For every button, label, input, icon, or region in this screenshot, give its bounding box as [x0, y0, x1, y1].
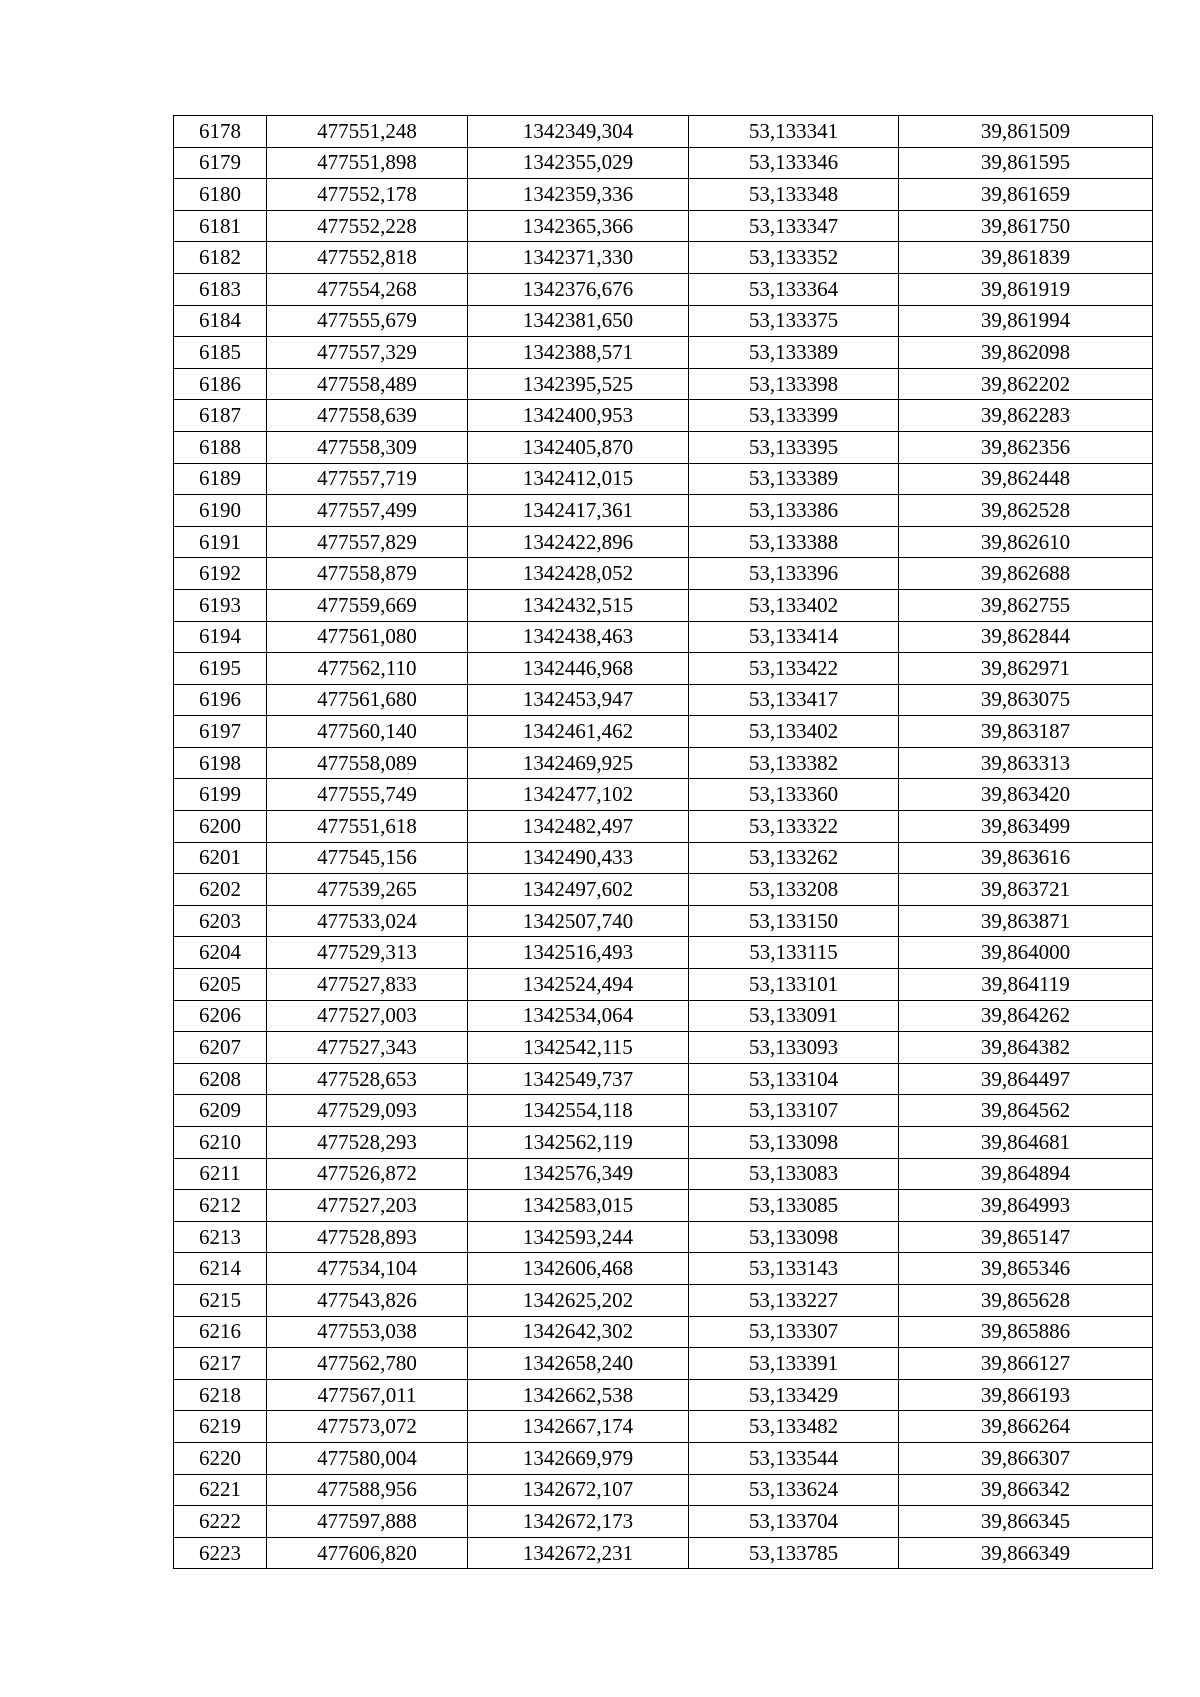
point-number-cell: 6214	[174, 1253, 267, 1285]
latitude-cell: 53,133386	[689, 495, 899, 527]
table-row	[174, 1474, 1153, 1506]
point-number-cell: 6189	[174, 463, 267, 495]
x-coordinate-cell: 477529,093	[267, 1095, 468, 1127]
point-number-cell: 6220	[174, 1442, 267, 1474]
point-number-cell: 6205	[174, 969, 267, 1001]
y-coordinate-cell: 1342516,493	[468, 937, 689, 969]
longitude-cell: 39,862688	[899, 558, 1153, 590]
point-number-cell: 6210	[174, 1127, 267, 1159]
point-number-cell: 6217	[174, 1348, 267, 1380]
x-coordinate-cell: 477528,653	[267, 1063, 468, 1095]
longitude-cell: 39,861919	[899, 273, 1153, 305]
table-row	[174, 273, 1153, 305]
x-coordinate-cell: 477558,879	[267, 558, 468, 590]
point-number-cell: 6216	[174, 1316, 267, 1348]
table-row	[174, 684, 1153, 716]
latitude-cell: 53,133143	[689, 1253, 899, 1285]
table-row	[174, 1316, 1153, 1348]
x-coordinate-cell: 477597,888	[267, 1506, 468, 1538]
y-coordinate-cell: 1342642,302	[468, 1316, 689, 1348]
y-coordinate-cell: 1342395,525	[468, 368, 689, 400]
point-number-cell: 6213	[174, 1221, 267, 1253]
point-number-cell: 6179	[174, 147, 267, 179]
y-coordinate-cell: 1342422,896	[468, 526, 689, 558]
point-number-cell: 6221	[174, 1474, 267, 1506]
latitude-cell: 53,133341	[689, 116, 899, 148]
table-row	[174, 621, 1153, 653]
latitude-cell: 53,133395	[689, 431, 899, 463]
x-coordinate-cell: 477573,072	[267, 1411, 468, 1443]
longitude-cell: 39,865346	[899, 1253, 1153, 1285]
x-coordinate-cell: 477527,003	[267, 1000, 468, 1032]
longitude-cell: 39,863313	[899, 747, 1153, 779]
x-coordinate-cell: 477528,293	[267, 1127, 468, 1159]
longitude-cell: 39,862356	[899, 431, 1153, 463]
point-number-cell: 6223	[174, 1537, 267, 1569]
x-coordinate-cell: 477561,080	[267, 621, 468, 653]
x-coordinate-cell: 477557,329	[267, 337, 468, 369]
point-number-cell: 6180	[174, 179, 267, 211]
y-coordinate-cell: 1342669,979	[468, 1442, 689, 1474]
y-coordinate-cell: 1342524,494	[468, 969, 689, 1001]
longitude-cell: 39,861994	[899, 305, 1153, 337]
latitude-cell: 53,133414	[689, 621, 899, 653]
y-coordinate-cell: 1342672,173	[468, 1506, 689, 1538]
y-coordinate-cell: 1342625,202	[468, 1284, 689, 1316]
x-coordinate-cell: 477557,719	[267, 463, 468, 495]
point-number-cell: 6187	[174, 400, 267, 432]
latitude-cell: 53,133375	[689, 305, 899, 337]
x-coordinate-cell: 477560,140	[267, 716, 468, 748]
point-number-cell: 6198	[174, 747, 267, 779]
latitude-cell: 53,133107	[689, 1095, 899, 1127]
table-row	[174, 653, 1153, 685]
latitude-cell: 53,133396	[689, 558, 899, 590]
table-row	[174, 305, 1153, 337]
latitude-cell: 53,133150	[689, 905, 899, 937]
table-row	[174, 1221, 1153, 1253]
table-row	[174, 431, 1153, 463]
table-row	[174, 495, 1153, 527]
x-coordinate-cell: 477561,680	[267, 684, 468, 716]
y-coordinate-cell: 1342507,740	[468, 905, 689, 937]
y-coordinate-cell: 1342576,349	[468, 1158, 689, 1190]
latitude-cell: 53,133347	[689, 210, 899, 242]
longitude-cell: 39,864000	[899, 937, 1153, 969]
point-number-cell: 6222	[174, 1506, 267, 1538]
x-coordinate-cell: 477562,110	[267, 653, 468, 685]
x-coordinate-cell: 477551,248	[267, 116, 468, 148]
x-coordinate-cell: 477545,156	[267, 842, 468, 874]
longitude-cell: 39,866342	[899, 1474, 1153, 1506]
y-coordinate-cell: 1342461,462	[468, 716, 689, 748]
x-coordinate-cell: 477558,089	[267, 747, 468, 779]
longitude-cell: 39,862283	[899, 400, 1153, 432]
point-number-cell: 6211	[174, 1158, 267, 1190]
longitude-cell: 39,864894	[899, 1158, 1153, 1190]
latitude-cell: 53,133544	[689, 1442, 899, 1474]
x-coordinate-cell: 477527,203	[267, 1190, 468, 1222]
longitude-cell: 39,863420	[899, 779, 1153, 811]
latitude-cell: 53,133208	[689, 874, 899, 906]
point-number-cell: 6193	[174, 589, 267, 621]
longitude-cell: 39,866307	[899, 1442, 1153, 1474]
point-number-cell: 6204	[174, 937, 267, 969]
x-coordinate-cell: 477558,489	[267, 368, 468, 400]
y-coordinate-cell: 1342658,240	[468, 1348, 689, 1380]
table-row	[174, 116, 1153, 148]
x-coordinate-cell: 477551,618	[267, 811, 468, 843]
y-coordinate-cell: 1342562,119	[468, 1127, 689, 1159]
point-number-cell: 6206	[174, 1000, 267, 1032]
table-row	[174, 1506, 1153, 1538]
longitude-cell: 39,865886	[899, 1316, 1153, 1348]
x-coordinate-cell: 477562,780	[267, 1348, 468, 1380]
longitude-cell: 39,864262	[899, 1000, 1153, 1032]
x-coordinate-cell: 477552,178	[267, 179, 468, 211]
point-number-cell: 6184	[174, 305, 267, 337]
latitude-cell: 53,133785	[689, 1537, 899, 1569]
table-row	[174, 463, 1153, 495]
table-row	[174, 874, 1153, 906]
y-coordinate-cell: 1342400,953	[468, 400, 689, 432]
latitude-cell: 53,133388	[689, 526, 899, 558]
longitude-cell: 39,866127	[899, 1348, 1153, 1380]
y-coordinate-cell: 1342405,870	[468, 431, 689, 463]
point-number-cell: 6183	[174, 273, 267, 305]
latitude-cell: 53,133083	[689, 1158, 899, 1190]
latitude-cell: 53,133101	[689, 969, 899, 1001]
latitude-cell: 53,133704	[689, 1506, 899, 1538]
latitude-cell: 53,133389	[689, 337, 899, 369]
x-coordinate-cell: 477534,104	[267, 1253, 468, 1285]
y-coordinate-cell: 1342417,361	[468, 495, 689, 527]
y-coordinate-cell: 1342446,968	[468, 653, 689, 685]
x-coordinate-cell: 477526,872	[267, 1158, 468, 1190]
point-number-cell: 6218	[174, 1379, 267, 1411]
table-row	[174, 1032, 1153, 1064]
table-row	[174, 242, 1153, 274]
x-coordinate-cell: 477558,639	[267, 400, 468, 432]
point-number-cell: 6192	[174, 558, 267, 590]
longitude-cell: 39,865628	[899, 1284, 1153, 1316]
y-coordinate-cell: 1342359,336	[468, 179, 689, 211]
latitude-cell: 53,133422	[689, 653, 899, 685]
point-number-cell: 6178	[174, 116, 267, 148]
point-number-cell: 6190	[174, 495, 267, 527]
y-coordinate-cell: 1342549,737	[468, 1063, 689, 1095]
x-coordinate-cell: 477554,268	[267, 273, 468, 305]
longitude-cell: 39,864119	[899, 969, 1153, 1001]
point-number-cell: 6209	[174, 1095, 267, 1127]
x-coordinate-cell: 477552,228	[267, 210, 468, 242]
latitude-cell: 53,133098	[689, 1221, 899, 1253]
y-coordinate-cell: 1342542,115	[468, 1032, 689, 1064]
table-row	[174, 368, 1153, 400]
y-coordinate-cell: 1342432,515	[468, 589, 689, 621]
longitude-cell: 39,862755	[899, 589, 1153, 621]
table-row	[174, 1190, 1153, 1222]
y-coordinate-cell: 1342381,650	[468, 305, 689, 337]
x-coordinate-cell: 477553,038	[267, 1316, 468, 1348]
table-row	[174, 1095, 1153, 1127]
longitude-cell: 39,861659	[899, 179, 1153, 211]
x-coordinate-cell: 477557,499	[267, 495, 468, 527]
longitude-cell: 39,863871	[899, 905, 1153, 937]
latitude-cell: 53,133398	[689, 368, 899, 400]
y-coordinate-cell: 1342672,231	[468, 1537, 689, 1569]
latitude-cell: 53,133624	[689, 1474, 899, 1506]
y-coordinate-cell: 1342606,468	[468, 1253, 689, 1285]
x-coordinate-cell: 477533,024	[267, 905, 468, 937]
x-coordinate-cell: 477551,898	[267, 147, 468, 179]
y-coordinate-cell: 1342349,304	[468, 116, 689, 148]
point-number-cell: 6199	[174, 779, 267, 811]
table-row	[174, 1284, 1153, 1316]
latitude-cell: 53,133115	[689, 937, 899, 969]
longitude-cell: 39,866193	[899, 1379, 1153, 1411]
table-row	[174, 1442, 1153, 1474]
x-coordinate-cell: 477552,818	[267, 242, 468, 274]
x-coordinate-cell: 477558,309	[267, 431, 468, 463]
y-coordinate-cell: 1342534,064	[468, 1000, 689, 1032]
y-coordinate-cell: 1342554,118	[468, 1095, 689, 1127]
latitude-cell: 53,133391	[689, 1348, 899, 1380]
x-coordinate-cell: 477559,669	[267, 589, 468, 621]
point-number-cell: 6188	[174, 431, 267, 463]
longitude-cell: 39,863499	[899, 811, 1153, 843]
table-row	[174, 811, 1153, 843]
table-row	[174, 842, 1153, 874]
table-row	[174, 747, 1153, 779]
coordinates-table-body	[174, 116, 1153, 1569]
table-row	[174, 779, 1153, 811]
x-coordinate-cell: 477555,679	[267, 305, 468, 337]
y-coordinate-cell: 1342371,330	[468, 242, 689, 274]
y-coordinate-cell: 1342376,676	[468, 273, 689, 305]
table-row	[174, 589, 1153, 621]
point-number-cell: 6215	[174, 1284, 267, 1316]
x-coordinate-cell: 477527,833	[267, 969, 468, 1001]
point-number-cell: 6181	[174, 210, 267, 242]
y-coordinate-cell: 1342662,538	[468, 1379, 689, 1411]
latitude-cell: 53,133417	[689, 684, 899, 716]
latitude-cell: 53,133482	[689, 1411, 899, 1443]
y-coordinate-cell: 1342482,497	[468, 811, 689, 843]
table-row	[174, 558, 1153, 590]
longitude-cell: 39,861595	[899, 147, 1153, 179]
x-coordinate-cell: 477529,313	[267, 937, 468, 969]
point-number-cell: 6196	[174, 684, 267, 716]
latitude-cell: 53,133346	[689, 147, 899, 179]
latitude-cell: 53,133382	[689, 747, 899, 779]
longitude-cell: 39,865147	[899, 1221, 1153, 1253]
table-row	[174, 1411, 1153, 1443]
longitude-cell: 39,864993	[899, 1190, 1153, 1222]
longitude-cell: 39,866264	[899, 1411, 1153, 1443]
x-coordinate-cell: 477543,826	[267, 1284, 468, 1316]
latitude-cell: 53,133402	[689, 589, 899, 621]
point-number-cell: 6202	[174, 874, 267, 906]
longitude-cell: 39,866345	[899, 1506, 1153, 1538]
y-coordinate-cell: 1342490,433	[468, 842, 689, 874]
table-row	[174, 147, 1153, 179]
y-coordinate-cell: 1342672,107	[468, 1474, 689, 1506]
x-coordinate-cell: 477557,829	[267, 526, 468, 558]
latitude-cell: 53,133098	[689, 1127, 899, 1159]
longitude-cell: 39,864497	[899, 1063, 1153, 1095]
table-row	[174, 905, 1153, 937]
x-coordinate-cell: 477528,893	[267, 1221, 468, 1253]
latitude-cell: 53,133402	[689, 716, 899, 748]
y-coordinate-cell: 1342497,602	[468, 874, 689, 906]
latitude-cell: 53,133360	[689, 779, 899, 811]
y-coordinate-cell: 1342438,463	[468, 621, 689, 653]
latitude-cell: 53,133085	[689, 1190, 899, 1222]
latitude-cell: 53,133093	[689, 1032, 899, 1064]
point-number-cell: 6182	[174, 242, 267, 274]
latitude-cell: 53,133262	[689, 842, 899, 874]
longitude-cell: 39,861750	[899, 210, 1153, 242]
table-row	[174, 337, 1153, 369]
longitude-cell: 39,861509	[899, 116, 1153, 148]
y-coordinate-cell: 1342469,925	[468, 747, 689, 779]
y-coordinate-cell: 1342667,174	[468, 1411, 689, 1443]
table-row	[174, 1127, 1153, 1159]
longitude-cell: 39,864681	[899, 1127, 1153, 1159]
table-row	[174, 1063, 1153, 1095]
point-number-cell: 6207	[174, 1032, 267, 1064]
table-row	[174, 1158, 1153, 1190]
y-coordinate-cell: 1342388,571	[468, 337, 689, 369]
x-coordinate-cell: 477588,956	[267, 1474, 468, 1506]
y-coordinate-cell: 1342583,015	[468, 1190, 689, 1222]
table-row	[174, 210, 1153, 242]
table-row	[174, 716, 1153, 748]
point-number-cell: 6200	[174, 811, 267, 843]
point-number-cell: 6219	[174, 1411, 267, 1443]
longitude-cell: 39,862448	[899, 463, 1153, 495]
latitude-cell: 53,133429	[689, 1379, 899, 1411]
latitude-cell: 53,133104	[689, 1063, 899, 1095]
point-number-cell: 6186	[174, 368, 267, 400]
table-row	[174, 1379, 1153, 1411]
table-row	[174, 400, 1153, 432]
table-row	[174, 1000, 1153, 1032]
latitude-cell: 53,133322	[689, 811, 899, 843]
y-coordinate-cell: 1342412,015	[468, 463, 689, 495]
point-number-cell: 6203	[174, 905, 267, 937]
y-coordinate-cell: 1342593,244	[468, 1221, 689, 1253]
longitude-cell: 39,862971	[899, 653, 1153, 685]
latitude-cell: 53,133227	[689, 1284, 899, 1316]
longitude-cell: 39,863075	[899, 684, 1153, 716]
table-row	[174, 1348, 1153, 1380]
point-number-cell: 6201	[174, 842, 267, 874]
point-number-cell: 6212	[174, 1190, 267, 1222]
longitude-cell: 39,863187	[899, 716, 1153, 748]
longitude-cell: 39,862202	[899, 368, 1153, 400]
point-number-cell: 6197	[174, 716, 267, 748]
longitude-cell: 39,862098	[899, 337, 1153, 369]
point-number-cell: 6191	[174, 526, 267, 558]
point-number-cell: 6195	[174, 653, 267, 685]
longitude-cell: 39,863616	[899, 842, 1153, 874]
table-row	[174, 1537, 1153, 1569]
longitude-cell: 39,862610	[899, 526, 1153, 558]
longitude-cell: 39,862844	[899, 621, 1153, 653]
latitude-cell: 53,133399	[689, 400, 899, 432]
x-coordinate-cell: 477606,820	[267, 1537, 468, 1569]
longitude-cell: 39,861839	[899, 242, 1153, 274]
table-row	[174, 1253, 1153, 1285]
latitude-cell: 53,133352	[689, 242, 899, 274]
table-row	[174, 179, 1153, 211]
longitude-cell: 39,864562	[899, 1095, 1153, 1127]
x-coordinate-cell: 477539,265	[267, 874, 468, 906]
table-row	[174, 526, 1153, 558]
longitude-cell: 39,864382	[899, 1032, 1153, 1064]
x-coordinate-cell: 477567,011	[267, 1379, 468, 1411]
latitude-cell: 53,133307	[689, 1316, 899, 1348]
x-coordinate-cell: 477580,004	[267, 1442, 468, 1474]
x-coordinate-cell: 477555,749	[267, 779, 468, 811]
latitude-cell: 53,133091	[689, 1000, 899, 1032]
latitude-cell: 53,133389	[689, 463, 899, 495]
longitude-cell: 39,863721	[899, 874, 1153, 906]
x-coordinate-cell: 477527,343	[267, 1032, 468, 1064]
latitude-cell: 53,133364	[689, 273, 899, 305]
table-row	[174, 937, 1153, 969]
y-coordinate-cell: 1342477,102	[468, 779, 689, 811]
point-number-cell: 6185	[174, 337, 267, 369]
point-number-cell: 6194	[174, 621, 267, 653]
y-coordinate-cell: 1342355,029	[468, 147, 689, 179]
y-coordinate-cell: 1342453,947	[468, 684, 689, 716]
y-coordinate-cell: 1342365,366	[468, 210, 689, 242]
latitude-cell: 53,133348	[689, 179, 899, 211]
coordinates-table	[173, 115, 1153, 1569]
longitude-cell: 39,862528	[899, 495, 1153, 527]
longitude-cell: 39,866349	[899, 1537, 1153, 1569]
point-number-cell: 6208	[174, 1063, 267, 1095]
y-coordinate-cell: 1342428,052	[468, 558, 689, 590]
table-row	[174, 969, 1153, 1001]
